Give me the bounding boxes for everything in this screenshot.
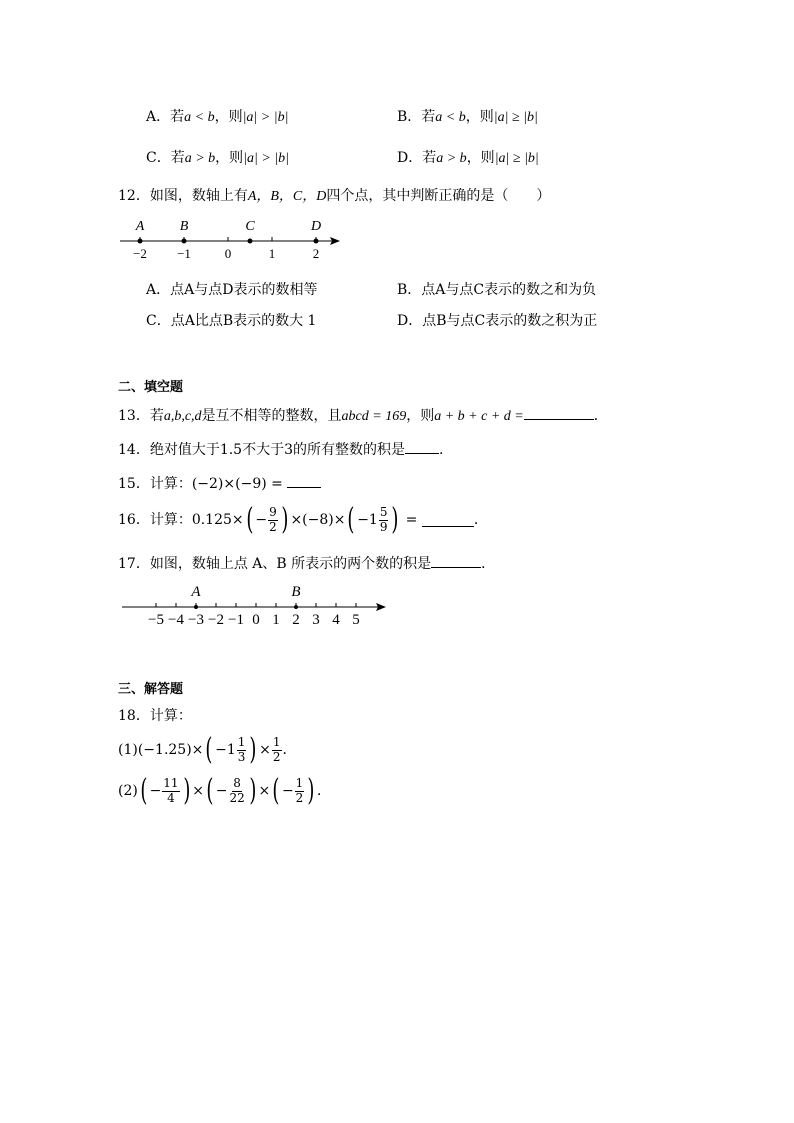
- point-label-B: B: [291, 584, 301, 600]
- axis-tick-label: −1: [177, 246, 191, 261]
- axis-tick-label: 5: [352, 612, 360, 628]
- answer-blank[interactable]: [422, 513, 474, 527]
- point-label-D: D: [310, 219, 322, 234]
- q13: 13．若a,b,c,d是互不相等的整数，且abcd = 169，则a + b + c + d = ．: [118, 408, 608, 424]
- point-C: [248, 239, 253, 244]
- axis-tick-label: −1: [228, 612, 244, 628]
- q12-number-line: [118, 214, 348, 264]
- fraction: $\frac{9}{2}$: [269, 505, 277, 534]
- fraction: $\frac{8}{22}$: [229, 776, 245, 805]
- section-heading-fill-blank: 二、填空题: [118, 380, 184, 395]
- point-label-A: A: [135, 219, 145, 234]
- axis-tick-label: 1: [268, 246, 276, 261]
- q15: 15．计算：(−2)×(−9) =: [118, 474, 321, 491]
- point-A: [138, 239, 143, 244]
- q18-part1: (1) (−1.25) × ( −1 $\frac{1}{3}$ ) × $\frac{1}{2}$ ．: [118, 732, 297, 767]
- fraction: $\frac{1}{2}$: [295, 776, 304, 805]
- q11-option-d: D．若a > b，则|a| ≥ |b|: [397, 150, 539, 166]
- axis-tick-label: 0: [224, 246, 232, 261]
- point-A: [194, 605, 198, 609]
- fraction: $\frac{1}{3}$: [237, 735, 246, 764]
- point-label-A: A: [191, 584, 201, 600]
- q12-option-d: D．点B与点C表示的数之积为正: [397, 313, 598, 329]
- q18-title: 18．计算：: [118, 708, 192, 724]
- answer-blank[interactable]: [431, 554, 481, 568]
- fraction: $\frac{5}{9}$: [379, 505, 388, 534]
- axis-tick-label: −2: [208, 612, 224, 628]
- point-B: [294, 605, 298, 609]
- q17-number-line: [118, 580, 398, 630]
- point-B: [182, 239, 187, 244]
- q12-option-a: A．点A与点D表示的数相等: [146, 282, 318, 298]
- q18-part2: (2) ( − $\frac{11}{4}$ ) × ( − $\frac{8}{22}$ ) × ( − $\frac{1}{2}$ ) ．: [118, 773, 332, 808]
- axis-tick-label: 3: [312, 612, 320, 628]
- axis-tick-label: −2: [133, 246, 147, 261]
- answer-blank[interactable]: [287, 474, 321, 488]
- answer-blank[interactable]: [405, 440, 439, 454]
- axis-tick-label: 2: [312, 246, 320, 261]
- axis-tick-label: −4: [168, 612, 184, 628]
- axis-tick-label: 4: [332, 612, 340, 628]
- q14: 14．绝对值大于1.5不大于3的所有整数的积是 .: [118, 442, 444, 458]
- q11-option-c: C．若a > b，则|a| > |b|: [146, 150, 290, 166]
- answer-blank[interactable]: [524, 406, 594, 420]
- fraction: $\frac{1}{2}$: [272, 735, 281, 764]
- axis-tick-label: 0: [252, 612, 260, 628]
- q11-option-a: A．若a < b，则|a| > |b|: [146, 109, 289, 125]
- q12-option-b: B．点A与点C表示的数之和为负: [397, 282, 597, 298]
- q12-option-c: C．点A比点B表示的数大 1: [146, 313, 317, 329]
- q17: 17．如图，数轴上点 A、B 所表示的两个数的积是 ．: [118, 556, 496, 572]
- axis-tick-label: −5: [148, 612, 164, 628]
- fraction: $\frac{11}{4}$: [163, 776, 179, 805]
- point-label-C: C: [245, 219, 255, 234]
- section-heading-solve: 三、解答题: [118, 682, 184, 697]
- axis-tick-label: 2: [292, 612, 300, 628]
- point-label-B: B: [179, 219, 189, 234]
- q12-stem: 12．如图，数轴上有A，B，C，D四个点，其中判断正确的是（ ）: [118, 188, 551, 204]
- q11-option-b: B．若a < b，则|a| ≥ |b|: [397, 109, 538, 125]
- point-D: [314, 239, 319, 244]
- q16: 16．计算： 0.125× ( − $\frac{9}{2}$ ) ×(−8)× ( −1 $\frac{5}{9}$ ) = ．: [118, 502, 488, 537]
- axis-tick-label: 1: [272, 612, 280, 628]
- axis-tick-label: −3: [188, 612, 204, 628]
